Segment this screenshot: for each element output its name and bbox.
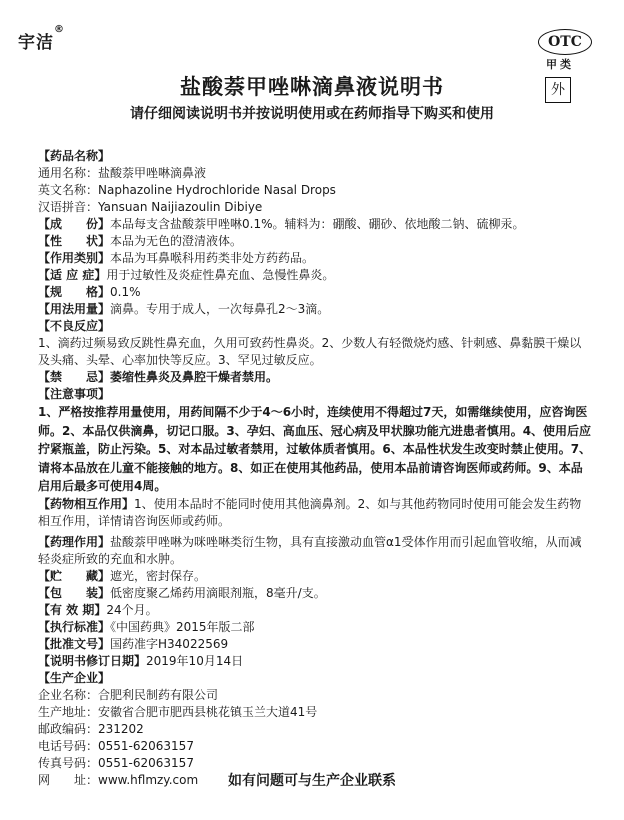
otc-badge: OTC: [538, 29, 592, 55]
revision-text: 2019年10月14日: [146, 653, 244, 668]
interactions-row: [38, 496, 592, 530]
composition-row: [38, 216, 592, 233]
manufacturer-phone: 电话号码：0551-62063157: [38, 738, 194, 753]
indication-text: 用于过敏性及炎症性鼻充血、急慢性鼻炎。: [106, 268, 335, 282]
interactions-label: 【药物相互作用】: [38, 496, 135, 511]
pharmacology-text: 盐酸萘甲唑啉为咪唑啉类衍生物，具有直接激动血管α1受体作用而引起血管收缩，从而减轻炎症所致的充血和水肿。: [38, 534, 582, 566]
precautions-text: 1、严格按推荐用量使用，用药间隔不少于4～6小时，连续使用不得超过7天，如需继续使用，应咨询医师。2、本品仅供滴鼻，切记口服。3、孕妇、高血压、冠心病及甲状腺功能亢进患者慎用。4、使用后应拧紧瓶盖，防止污染。5、对本品过敏者禁用，过敏体质者慎用。6、本品性状发生改变时禁止使用。7、请将本品放在儿童不能接触的地方。8、如正在使用其他药品，使用本品前请咨询医师或药师。9、本品启用后最多可使用4周。: [38, 405, 592, 493]
storage-text: 遮光，密封保存。: [110, 568, 207, 583]
category-row: [38, 250, 592, 267]
contraindication-row: [38, 369, 592, 386]
contraindication-label: 【禁 忌】: [38, 370, 111, 384]
manufacturer-fax: 传真号码：0551-62063157: [38, 755, 194, 770]
character-label: 【性 状】: [38, 234, 111, 248]
external-use-mark: 外: [545, 77, 571, 103]
dosage-row: [38, 301, 592, 318]
spec-text: 0.1%: [110, 285, 141, 299]
pinyin-name: 汉语拼音：Yansuan Naijiazoulin Dibiye: [38, 200, 263, 214]
english-name: 英文名称：Naphazoline Hydrochloride Nasal Drops: [38, 183, 336, 197]
brand-logo: [18, 24, 65, 53]
revision-row: [38, 653, 592, 670]
leaflet-body: [38, 148, 592, 789]
precautions-heading: 【注意事项】: [38, 387, 111, 401]
dosage-text: 滴鼻。专用于成人，一次每鼻孔2～3滴。: [110, 302, 330, 316]
indication-label: 【适 应 症】: [38, 268, 107, 282]
standard-text: 《中国药典》2015年版二部: [110, 619, 255, 634]
category-text: 本品为耳鼻喉科用药类非处方药药品。: [110, 251, 315, 265]
pharmacology-label: 【药理作用】: [38, 534, 111, 549]
standard-row: [38, 619, 592, 636]
registered-mark: ®: [54, 24, 65, 35]
package-row: [38, 585, 592, 602]
brand-name: 宇洁: [18, 33, 54, 53]
manufacturer-name: 企业名称：合肥利民制药有限公司: [38, 687, 219, 702]
approval-text: 国药准字H34022569: [110, 636, 229, 651]
package-label: 【包 装】: [38, 585, 111, 600]
generic-name: 通用名称：盐酸萘甲唑啉滴鼻液: [38, 166, 207, 180]
contraindication-text: 萎缩性鼻炎及鼻腔干燥者禁用。: [110, 370, 279, 384]
contact-footer: 如有问题可与生产企业联系: [228, 773, 396, 789]
document-title: 盐酸萘甲唑啉滴鼻液说明书: [180, 75, 444, 99]
manufacturer-heading: 【生产企业】: [38, 670, 111, 685]
manufacturer-address: 生产地址：安徽省合肥市肥西县桃花镇玉兰大道41号: [38, 704, 318, 719]
pharmacology-row: [38, 534, 592, 568]
storage-label: 【贮 藏】: [38, 568, 111, 583]
approval-row: [38, 636, 592, 653]
revision-label: 【说明书修订日期】: [38, 653, 147, 668]
manufacturer-website: 网 址：www.hflmzy.com: [38, 772, 199, 787]
manufacturer-postcode: 邮政编码：231202: [38, 721, 144, 736]
dosage-label: 【用法用量】: [38, 302, 111, 316]
category-label: 【作用类别】: [38, 251, 111, 265]
composition-text: 本品每支含盐酸萘甲唑啉0.1%。辅料为：硼酸、硼砂、依地酸二钠、硫柳汞。: [110, 217, 525, 231]
validity-label: 【有 效 期】: [38, 602, 107, 617]
document-subtitle: 请仔细阅读说明书并按说明使用或在药师指导下购买和使用: [130, 106, 494, 122]
validity-row: [38, 602, 592, 619]
otc-class-label: 甲类: [546, 58, 574, 71]
spec-row: [38, 284, 592, 301]
validity-text: 24个月。: [106, 602, 158, 617]
indication-row: [38, 267, 592, 284]
character-text: 本品为无色的澄清液体。: [110, 234, 243, 248]
storage-row: [38, 568, 592, 585]
character-row: [38, 233, 592, 250]
composition-label: 【成 份】: [38, 217, 111, 231]
standard-label: 【执行标准】: [38, 619, 111, 634]
drug-name-heading: 【药品名称】: [38, 149, 111, 163]
adverse-text: 1、滴药过频易致反跳性鼻充血，久用可致药性鼻炎。2、少数人有轻微烧灼感、针刺感、鼻黏膜干燥以及头痛、头晕、心率加快等反应。3、罕见过敏反应。: [38, 336, 582, 367]
adverse-heading: 【不良反应】: [38, 319, 111, 333]
package-text: 低密度聚乙烯药用滴眼剂瓶，8毫升/支。: [110, 585, 326, 600]
interactions-text: 1、使用本品时不能同时使用其他滴鼻剂。2、如与其他药物同时使用可能会发生药物相互作用，详情请咨询医师或药师。: [38, 496, 582, 528]
spec-label: 【规 格】: [38, 285, 111, 299]
approval-label: 【批准文号】: [38, 636, 111, 651]
